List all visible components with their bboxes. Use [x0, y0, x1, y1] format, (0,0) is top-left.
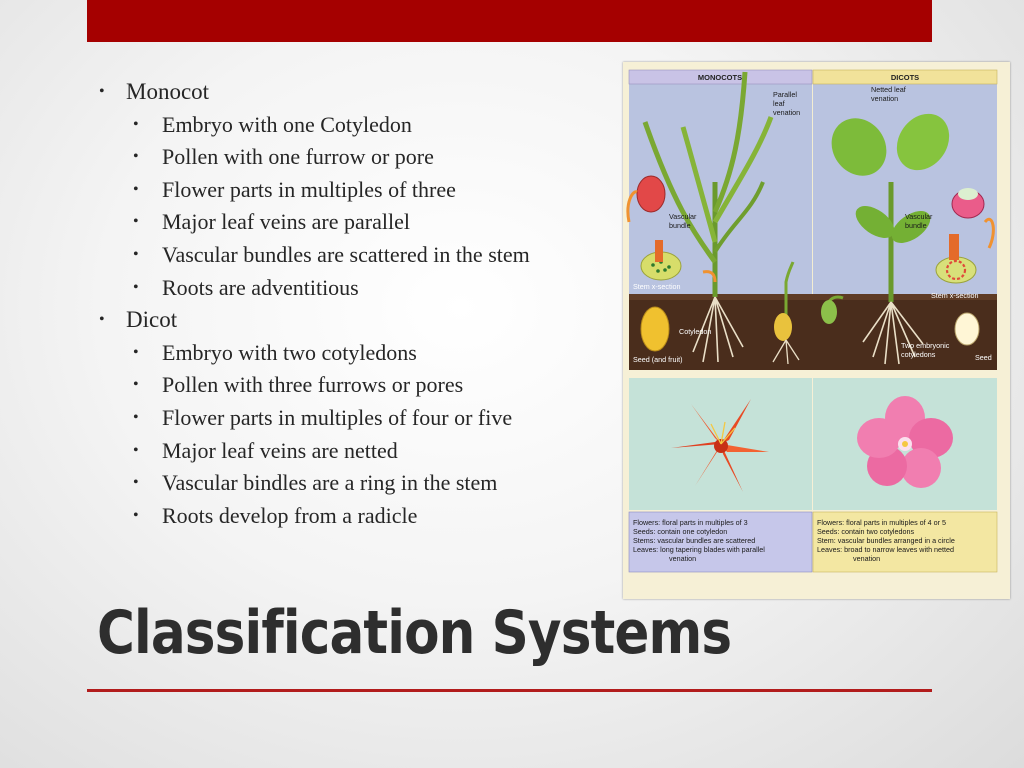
monocot-dicot-illustration: [623, 62, 1010, 599]
bullet-dot: •: [133, 474, 139, 492]
vascular-bundle-label-1: Vascular: [669, 212, 697, 221]
bullet-item: [97, 467, 622, 500]
slide-title: Classification Systems: [97, 598, 732, 668]
title-underline: [87, 689, 932, 692]
monocot-caption-line-1: Flowers: floral parts in multiples of 3: [633, 518, 748, 527]
bullet-dot: •: [99, 83, 105, 100]
bullet-item: [97, 174, 622, 207]
bullet-text: Roots develop from a radicle: [162, 502, 418, 528]
bullet-text: Vascular bindles are a ring in the stem: [162, 470, 498, 496]
dicot-caption-line-4: Leaves: broad to narrow leaves with netted: [817, 545, 955, 554]
parallel-leaf-label-2: leaf: [773, 99, 785, 108]
parallel-leaf-label-1: Parallel: [773, 90, 797, 99]
bullet-dot: •: [133, 180, 139, 198]
bullet-item: [97, 369, 622, 402]
two-cotyledons-label-2: cotyledons: [901, 350, 936, 359]
bullet-text: Pollen with three furrows or pores: [162, 372, 464, 398]
dicot-caption-line-2: Seeds: contain two cotyledons: [817, 527, 915, 536]
bullet-text: Flower parts in multiples of four or five: [162, 404, 513, 430]
bullet-item: [97, 500, 622, 533]
bullet-list: [97, 76, 622, 532]
dicot-caption-line-3: Stem: vascular bundles arranged in a circle: [817, 536, 955, 545]
bullet-dot: •: [133, 278, 139, 296]
bullet-text: Vascular bundles are scattered in the stem: [162, 241, 530, 267]
bullet-item: [97, 206, 622, 239]
monocots-header: MONOCOTS: [697, 73, 743, 82]
bullet-text: Major leaf veins are parallel: [162, 209, 410, 235]
netted-leaf-label-2: venation: [871, 94, 899, 103]
top-accent-bar: [87, 0, 932, 42]
cotyledon-label: Cotyledon: [679, 327, 712, 336]
bullet-dot: •: [133, 441, 139, 459]
bullet-dot: •: [133, 245, 139, 263]
seed-fruit-label: Seed (and fruit): [633, 355, 683, 364]
bullet-text: Dicot: [126, 307, 178, 333]
bullet-heading: [97, 304, 622, 337]
bullet-dot: •: [133, 343, 139, 361]
monocot-dicot-figure: [623, 62, 1010, 599]
bullet-text: Pollen with one furrow or pore: [162, 144, 434, 170]
bullet-text: Monocot: [126, 79, 210, 104]
bullet-text: Embryo with one Cotyledon: [162, 111, 412, 137]
bullet-dot: •: [133, 148, 139, 166]
dicots-header: DICOTS: [890, 73, 920, 82]
bullet-text: Roots are adventitious: [162, 274, 359, 300]
bullet-dot: •: [133, 506, 139, 524]
bullet-item: [97, 435, 622, 468]
bullet-text: Flower parts in multiples of three: [162, 176, 456, 202]
bullet-dot: •: [133, 213, 139, 231]
dicot-caption-line-1: Flowers: floral parts in multiples of 4 or 5: [817, 518, 947, 527]
monocot-caption-line-3: Stems: vascular bundles are scattered: [633, 536, 756, 545]
bullet-item: [97, 272, 622, 305]
bullet-dot: •: [133, 408, 139, 426]
bullet-dot: •: [133, 376, 139, 394]
parallel-leaf-label-3: venation: [773, 108, 801, 117]
bullet-heading: [97, 76, 622, 109]
bullet-item: [97, 239, 622, 272]
dicot-stem-section-label: Stem x-section: [931, 291, 979, 300]
bullet-text: Embryo with two cotyledons: [162, 339, 417, 365]
stem-section-label: Stem x-section: [633, 282, 681, 291]
bullet-item: [97, 402, 622, 435]
bullet-dot: •: [133, 115, 139, 133]
dicot-vascular-label-2: bundle: [905, 221, 927, 230]
two-cotyledons-label-1: Two embryonic: [901, 341, 950, 350]
bullet-item: [97, 337, 622, 370]
bullet-dot: •: [99, 311, 105, 329]
vascular-bundle-label-2: bundle: [669, 221, 691, 230]
bullet-item: [97, 141, 622, 174]
monocot-caption-line-4: Leaves: long tapering blades with parallel: [633, 545, 765, 554]
monocot-caption-line-2: Seeds: contain one cotyledon: [633, 527, 728, 536]
dicot-seed-label: Seed: [975, 353, 992, 362]
monocot-caption-line-5: venation: [669, 554, 697, 563]
bullet-item: [97, 109, 622, 142]
bullet-text: Major leaf veins are netted: [162, 437, 398, 463]
netted-leaf-label-1: Netted leaf: [871, 85, 906, 94]
dicot-vascular-label-1: Vascular: [905, 212, 933, 221]
dicot-caption-line-5: venation: [853, 554, 881, 563]
